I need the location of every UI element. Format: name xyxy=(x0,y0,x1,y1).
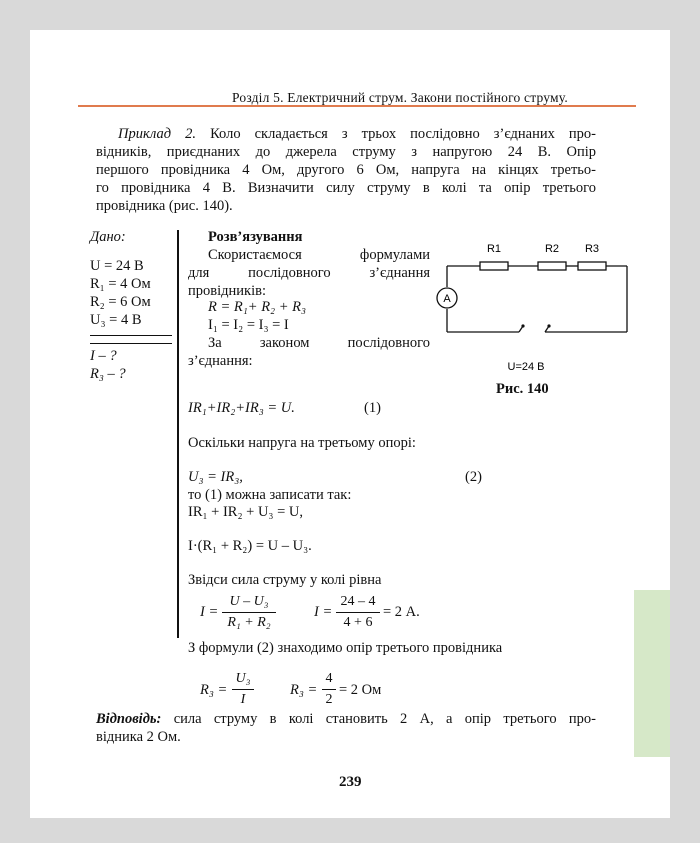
formula-r-sum: R = R₁+ R₂ + R₃ xyxy=(208,299,307,315)
solution-p2-line1: За законом послідовного xyxy=(208,335,430,351)
frac3-bar xyxy=(232,689,254,690)
frac2-denominator: 4 + 6 xyxy=(343,615,373,630)
example-label: Приклад 2. xyxy=(118,126,197,142)
frac2-result: = 2 А. xyxy=(383,604,420,620)
given-u: U = 24 В xyxy=(90,258,144,274)
resistor-r3 xyxy=(578,262,606,270)
solution-p5: Звідси сила струму у колі рівна xyxy=(188,572,382,588)
frac4-bar xyxy=(322,689,336,690)
label-ammeter: A xyxy=(443,293,451,305)
example-line-3: першого провідника 4 Ом, другого 6 Ом, напруга на кінцях третьо- xyxy=(96,162,596,178)
solution-title: Розв’язування xyxy=(208,229,303,245)
solution-p4: то (1) можна записати так: xyxy=(188,487,352,503)
frac3-fraction xyxy=(232,670,254,709)
frac3-lhs: R₃ = xyxy=(200,682,228,698)
equation-3: IR₁ + IR₂ + U₃ = U, xyxy=(188,504,304,520)
label-r2: R2 xyxy=(544,243,560,255)
given-r1: R₁ = 4 Ом xyxy=(90,276,151,292)
chapter-side-tab xyxy=(634,590,670,757)
frac4-numerator: 4 xyxy=(325,671,333,686)
frac3-denominator: I xyxy=(240,692,246,707)
solution-p2-line2: з’єднання: xyxy=(188,353,253,369)
solution-p1-line3: провідників: xyxy=(188,283,266,299)
frac2-numerator: 24 – 4 xyxy=(340,594,376,609)
answer-line-1: Відповідь: сила струму в колі становить 2 А, а опір третього про- xyxy=(96,711,596,727)
equation-2: U₃ = IR₃, xyxy=(188,469,243,485)
frac4-denominator: 2 xyxy=(325,692,333,707)
resistor-r1 xyxy=(480,262,508,270)
answer-line-2: відника 2 Ом. xyxy=(96,729,181,745)
find-r3: R₃ – ? xyxy=(90,366,126,382)
example-line-5: провідника (рис. 140). xyxy=(96,198,233,214)
frac1-numerator: U – U₃ xyxy=(229,594,269,609)
page-number: 239 xyxy=(339,774,362,790)
given-separator xyxy=(177,230,179,638)
label-r1: R1 xyxy=(486,243,502,255)
figure-caption: Рис. 140 xyxy=(496,381,549,397)
frac2-fraction xyxy=(336,593,380,632)
frac2-lhs: I = xyxy=(314,604,333,620)
label-voltage: U=24 В xyxy=(507,361,545,373)
frac1-lhs: I = xyxy=(200,604,219,620)
frac1-bar xyxy=(222,612,276,613)
given-u3: U₃ = 4 В xyxy=(90,312,142,328)
equation-1-number: (1) xyxy=(364,400,381,416)
solution-p6: З формули (2) знаходимо опір третього провідника xyxy=(188,640,503,656)
frac4-fraction xyxy=(322,670,336,709)
frac1-denominator: R₁ + R₂ xyxy=(227,615,271,630)
frac1-fraction xyxy=(222,593,276,632)
formula-i-equal: I₁ = I₂ = I₃ = I xyxy=(208,317,289,333)
frac3-numerator: U₃ xyxy=(235,671,251,686)
running-header: Розділ 5. Електричний струм. Закони постійного струму. xyxy=(232,90,568,105)
frac4-result: = 2 Ом xyxy=(339,682,382,698)
example-line-1: Приклад 2. Коло складається з трьох послідовно з’єднаних про- xyxy=(118,126,596,142)
resistor-r2 xyxy=(538,262,566,270)
find-i: I – ? xyxy=(90,348,117,364)
given-divider-top xyxy=(90,335,172,336)
solution-p1-line1: Скористаємося формулами xyxy=(208,247,430,263)
terminal-dot-right xyxy=(547,324,550,327)
given-r2: R₂ = 6 Ом xyxy=(90,294,151,310)
equation-4: I·(R₁ + R₂) = U – U₃. xyxy=(188,538,312,554)
terminal-dot-left xyxy=(521,324,524,327)
frac2-bar xyxy=(336,612,380,613)
label-r3: R3 xyxy=(584,243,600,255)
given-title: Дано: xyxy=(90,229,126,245)
header-rule xyxy=(78,105,636,107)
solution-p3: Оскільки напруга на третьому опорі: xyxy=(188,435,416,451)
example-line-2: відників, приєднаних до джерела струму з напругою 24 В. Опір xyxy=(96,144,596,160)
given-divider-bottom xyxy=(90,343,172,344)
example-line-4: го провідника 4 В. Визначити силу струму в колі та опір третього xyxy=(96,180,596,196)
solution-p1-line2: для послідовного з’єднання xyxy=(188,265,430,281)
answer-label: Відповідь: xyxy=(96,711,162,727)
frac4-lhs: R₃ = xyxy=(290,682,318,698)
equation-1: IR₁+IR₂+IR₃ = U. xyxy=(188,400,295,416)
equation-2-number: (2) xyxy=(465,469,482,485)
